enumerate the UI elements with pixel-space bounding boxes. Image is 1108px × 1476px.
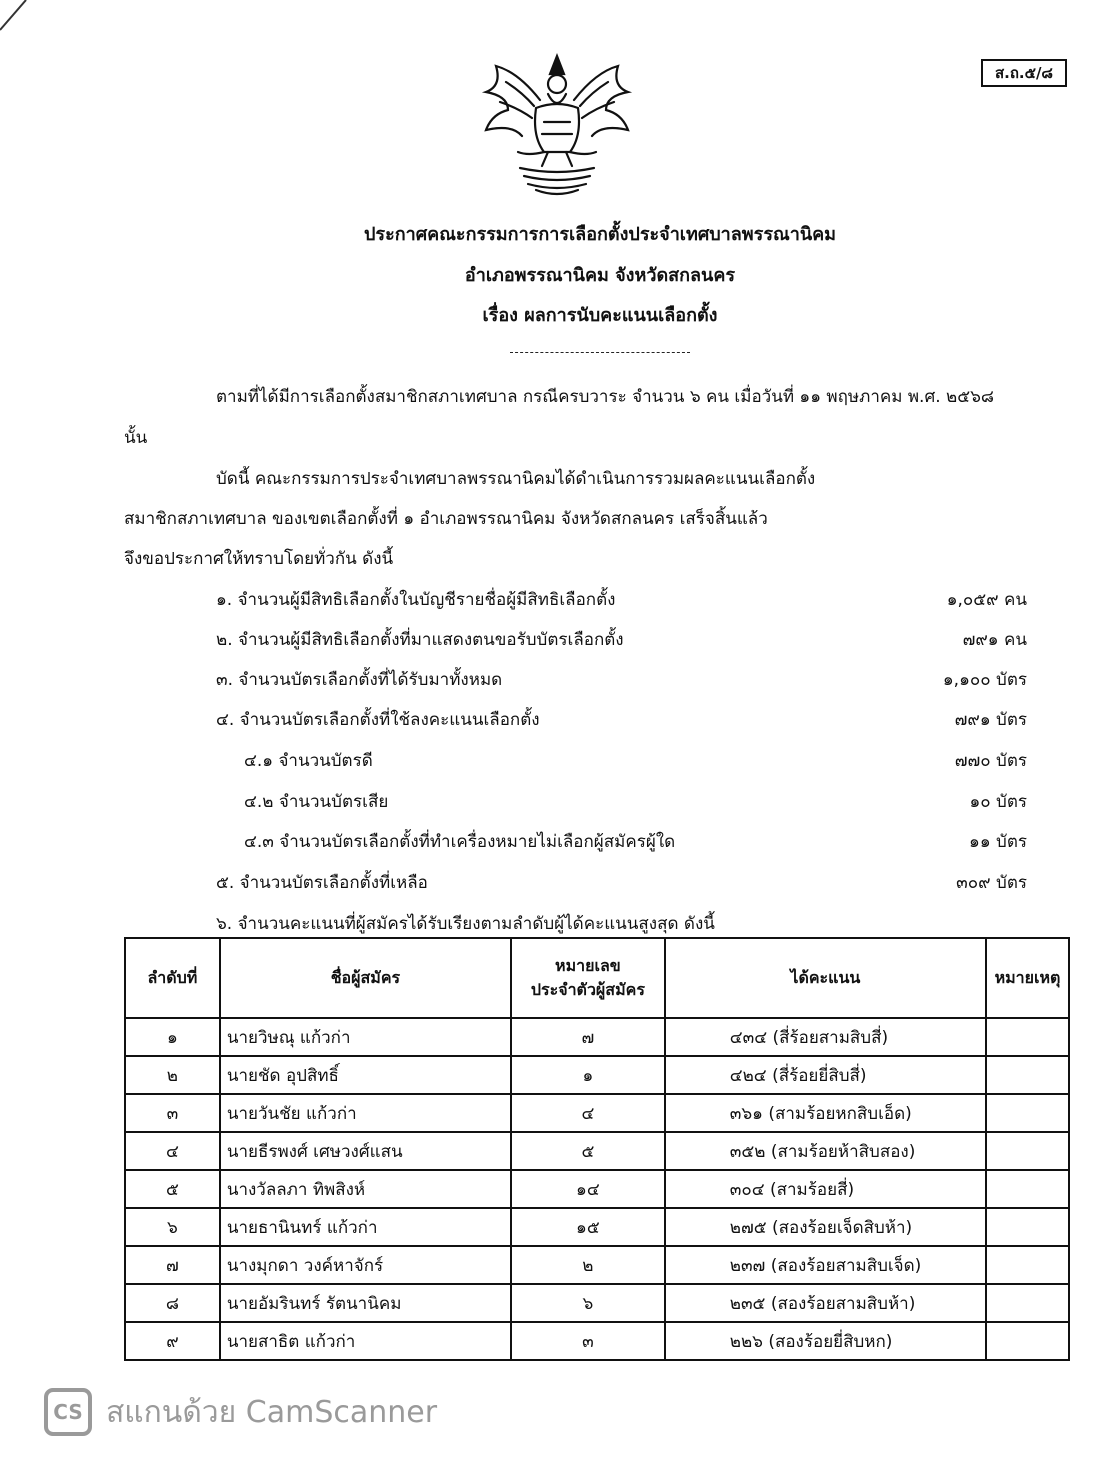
row-id: ๒ [511, 1246, 665, 1284]
row-id: ๑๔ [511, 1170, 665, 1208]
header-rank: ลำดับที่ [125, 938, 220, 1018]
row-rank: ๖ [125, 1208, 220, 1246]
row-rank: ๒ [125, 1056, 220, 1094]
item-2-label: ๒. จำนวนผู้มีสิทธิเลือกตั้งที่มาแสดงตนขอรับบัตรเลือกตั้ง [216, 630, 624, 650]
row-score: ๓๐๔ (สามร้อยสี่) [665, 1170, 986, 1208]
table-row [125, 1018, 1069, 1056]
row-note [986, 1284, 1069, 1322]
header-name: ชื่อผู้สมัคร [220, 938, 511, 1018]
row-name: นายชัด อุปสิทธิ์ [220, 1056, 511, 1094]
header-id-line-2: ประจำตัวผู้สมัคร [530, 980, 645, 999]
table-row [125, 1170, 1069, 1208]
intro-line-2: นั้น [124, 428, 148, 448]
form-code-box: ส.ถ.๕/๘ [981, 59, 1067, 87]
row-score: ๒๒๖ (สองร้อยยี่สิบหก) [665, 1322, 986, 1360]
intro-line-4: สมาชิกสภาเทศบาล ของเขตเลือกตั้งที่ ๑ อำเภอพรรณานิคม จังหวัดสกลนคร เสร็จสิ้นแล้ว [124, 509, 768, 529]
item-4-value: ๗๙๑ บัตร [954, 710, 1027, 730]
table-row [125, 1208, 1069, 1246]
row-id: ๔ [511, 1094, 665, 1132]
row-rank: ๕ [125, 1170, 220, 1208]
camscanner-watermark-text: สแกนด้วย CamScanner [106, 1394, 438, 1430]
row-name: นายธานินทร์ แก้วก่า [220, 1208, 511, 1246]
item-6-label: ๖. จำนวนคะแนนที่ผู้สมัครได้รับเรียงตามลำดับผู้ได้คะแนนสูงสุด ดังนี้ [216, 914, 715, 934]
table-row [125, 1322, 1069, 1360]
table-row [125, 1132, 1069, 1170]
row-rank: ๑ [125, 1018, 220, 1056]
item-3-label: ๓. จำนวนบัตรเลือกตั้งที่ได้รับมาทั้งหมด [216, 670, 503, 690]
item-3-value: ๑,๑๐๐ บัตร [942, 670, 1027, 690]
row-rank: ๔ [125, 1132, 220, 1170]
intro-line-5: จึงขอประกาศให้ทราบโดยทั่วกัน ดังนี้ [124, 549, 394, 569]
item-5-label: ๕. จำนวนบัตรเลือกตั้งที่เหลือ [216, 873, 428, 893]
results-header-row [125, 938, 1069, 1018]
corner-fold-mark [0, 0, 40, 40]
row-score: ๔๒๔ (สี่ร้อยยี่สิบสี่) [665, 1056, 986, 1094]
row-score: ๓๕๒ (สามร้อยห้าสิบสอง) [665, 1132, 986, 1170]
row-id: ๕ [511, 1132, 665, 1170]
row-note [986, 1322, 1069, 1360]
row-note [986, 1018, 1069, 1056]
announcement-location: อำเภอพรรณานิคม จังหวัดสกลนคร [464, 265, 736, 286]
intro-line-3: บัดนี้ คณะกรรมการประจำเทศบาลพรรณานิคมได้ดำเนินการรวมผลคะแนนเลือกตั้ง [216, 469, 816, 489]
row-score: ๓๖๑ (สามร้อยหกสิบเอ็ด) [665, 1094, 986, 1132]
row-rank: ๓ [125, 1094, 220, 1132]
item-2-value: ๗๙๑ คน [962, 630, 1027, 650]
camscanner-watermark [44, 1388, 437, 1436]
row-name: นายสาธิต แก้วก่า [220, 1322, 511, 1360]
garuda-emblem-icon [478, 52, 636, 200]
camscanner-logo-icon: CS [44, 1388, 92, 1436]
row-id: ๗ [511, 1018, 665, 1056]
announcement-subject: เรื่อง ผลการนับคะแนนเลือกตั้ง [482, 305, 718, 326]
row-note [986, 1056, 1069, 1094]
row-score: ๒๗๕ (สองร้อยเจ็ดสิบห้า) [665, 1208, 986, 1246]
row-note [986, 1170, 1069, 1208]
row-note [986, 1094, 1069, 1132]
row-note [986, 1208, 1069, 1246]
item-4-label: ๔. จำนวนบัตรเลือกตั้งที่ใช้ลงคะแนนเลือกตั้ง [216, 710, 540, 730]
row-score: ๒๓๗ (สองร้อยสามสิบเจ็ด) [665, 1246, 986, 1284]
row-name: นายวิษณุ แก้วก่า [220, 1018, 511, 1056]
item-4-2-label: ๔.๒ จำนวนบัตรเสีย [244, 792, 389, 812]
row-rank: ๗ [125, 1246, 220, 1284]
item-4-1-value: ๗๗๐ บัตร [954, 751, 1027, 771]
row-id: ๑ [511, 1056, 665, 1094]
item-5-value: ๓๐๙ บัตร [956, 873, 1027, 893]
row-name: นางมุกดา วงค์หาจักร์ [220, 1246, 511, 1284]
table-row [125, 1246, 1069, 1284]
row-name: นายธีรพงศ์ เศษวงศ์แสน [220, 1132, 511, 1170]
row-name: นางวัลลภา ทิพสิงห์ [220, 1170, 511, 1208]
row-id: ๖ [511, 1284, 665, 1322]
announcement-title: ประกาศคณะกรรมการการเลือกตั้งประจำเทศบาลพรรณานิคม [363, 224, 837, 245]
results-table [124, 937, 1070, 1361]
table-row [125, 1056, 1069, 1094]
item-4-3-value: ๑๑ บัตร [969, 832, 1027, 852]
row-score: ๒๓๕ (สองร้อยสามสิบห้า) [665, 1284, 986, 1322]
header-note: หมายเหตุ [986, 938, 1069, 1018]
row-rank: ๘ [125, 1284, 220, 1322]
item-4-2-value: ๑๐ บัตร [969, 792, 1027, 812]
header-score: ได้คะแนน [665, 938, 986, 1018]
header-id [511, 938, 665, 1018]
item-1-label: ๑. จำนวนผู้มีสิทธิเลือกตั้งในบัญชีรายชื่อผู้มีสิทธิเลือกตั้ง [216, 590, 616, 610]
intro-line-1: ตามที่ได้มีการเลือกตั้งสมาชิกสภาเทศบาล กรณีครบวาระ จำนวน ๖ คน เมื่อวันที่ ๑๑ พฤษภาคม พ.ศ. ๒๕๖๘ [216, 387, 995, 407]
row-id: ๓ [511, 1322, 665, 1360]
item-4-1-label: ๔.๑ จำนวนบัตรดี [244, 751, 373, 771]
row-name: นายวันชัย แก้วก่า [220, 1094, 511, 1132]
row-note [986, 1246, 1069, 1284]
row-name: นายอัมรินทร์ รัตนานิคม [220, 1284, 511, 1322]
row-id: ๑๕ [511, 1208, 665, 1246]
row-note [986, 1132, 1069, 1170]
table-row [125, 1284, 1069, 1322]
row-score: ๔๓๔ (สี่ร้อยสามสิบสี่) [665, 1018, 986, 1056]
header-id-line-1: หมายเลข [555, 956, 621, 975]
item-1-value: ๑,๐๕๙ คน [946, 590, 1027, 610]
table-row [125, 1094, 1069, 1132]
title-divider [510, 352, 690, 353]
item-4-3-label: ๔.๓ จำนวนบัตรเลือกตั้งที่ทำเครื่องหมายไม่เลือกผู้สมัครผู้ใด [244, 832, 676, 852]
row-rank: ๙ [125, 1322, 220, 1360]
